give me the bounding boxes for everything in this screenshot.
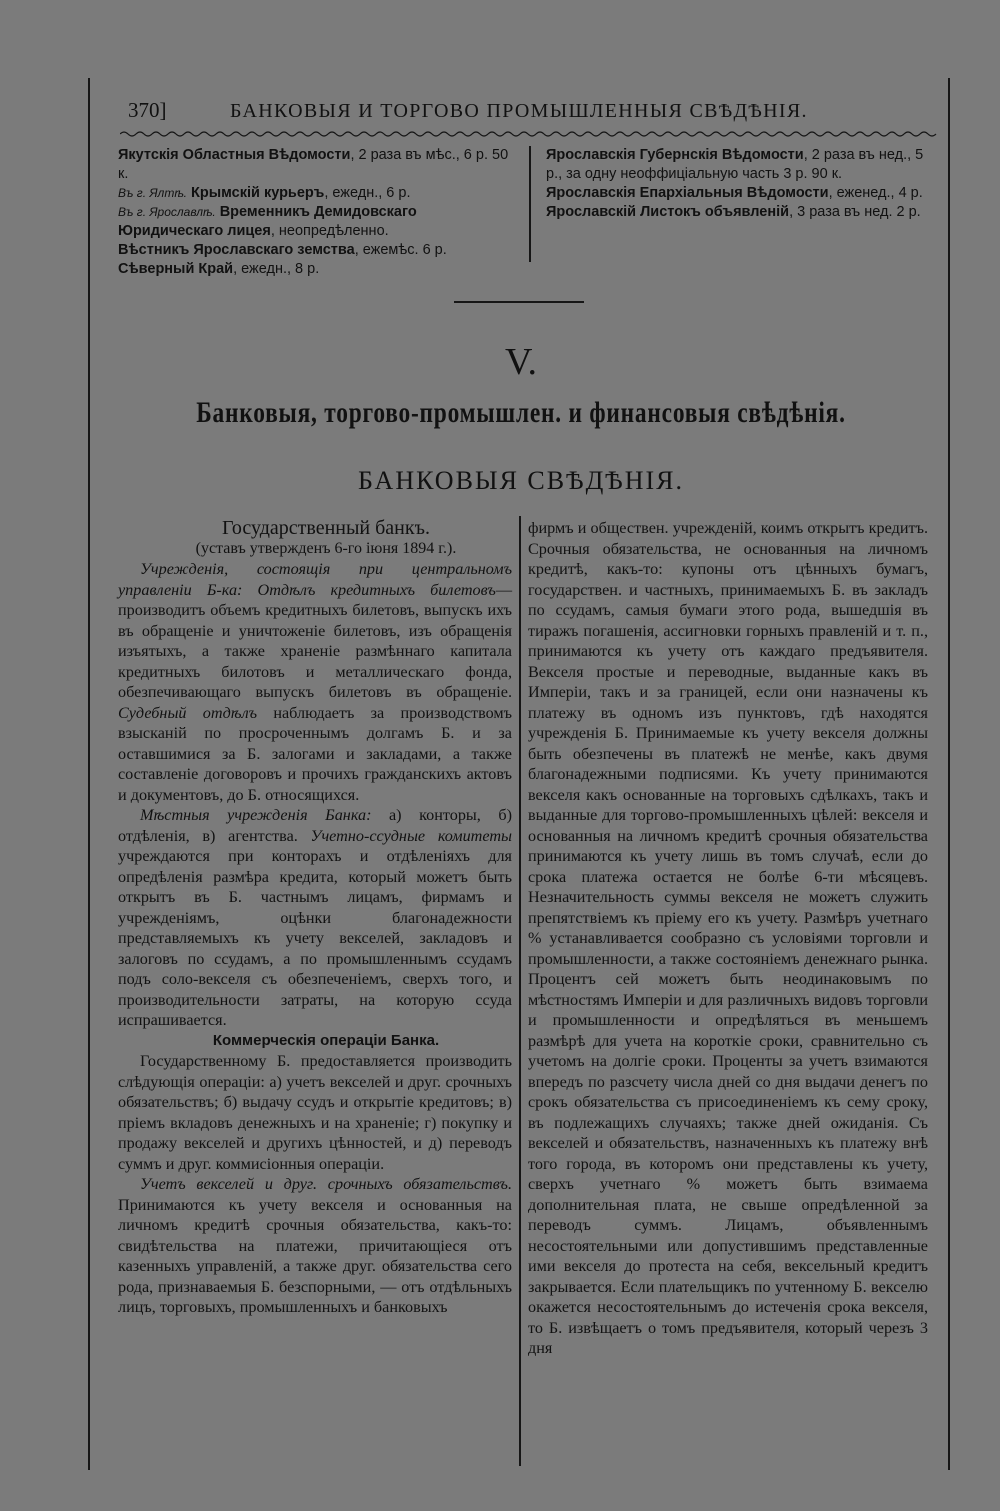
newspaper-listings [118, 146, 940, 336]
book-page [88, 78, 950, 1470]
listing-item: Ярославскій Листокъ объявленій, 3 раза въ нед. 2 р. [546, 204, 921, 220]
paragraph: Государственному Б. предоставляется производить слѣдующія операціи: а) учетъ векселей и друг. срочныхъ обязательствъ; б) выдачу ссудъ и открытіе кредитовъ; в) пріемъ вкладовъ денежныхъ и на храненіе; г) покупку и продажу векселей и другихъ цѣнностей, и д) переводъ суммъ и друг. коммисіонныя операціи. [118, 1052, 512, 1173]
listing-item: Ярославскія Епархіальныя Вѣдомости, еженед., 4 р. [546, 185, 923, 201]
listing-item: Якутскія Областныя Вѣдомости, 2 раза въ мѣс., 6 р. 50 к. [118, 147, 509, 182]
right-text-column [528, 518, 928, 1359]
listing-item: Въ г. Ялтѣ. Крымскій курьеръ, ежедн., 6 р. [118, 185, 411, 201]
listing-item: Въ г. Ярославлѣ. Временникъ Демидовскаго Юридическаго лицея, неопредѣленно. [118, 204, 417, 239]
section-title: Банковыя, торгово-промышлен. и финансовыя свѣдѣнія. [196, 396, 846, 429]
column-subheading: (уставъ утвержденъ 6-го іюня 1894 г.). [195, 539, 457, 557]
listings-left-column [118, 146, 513, 279]
listing-item: Вѣстникъ Ярославскаго земства, ежемѣс. 6 р. [118, 242, 447, 258]
running-title: БАНКОВЫЯ И ТОРГОВО ПРОМЫШЛЕННЫЯ СВѢДѢНІЯ. [230, 100, 808, 122]
paragraph: Учетъ векселей и друг. срочныхъ обязательствъ. Принимаются къ учету векселя и основанныя на личномъ кредитѣ срочныя обязательства, какъ-то: свидѣтельства на платежи, причитающіеся отъ казенныхъ управленій, а также друг. обязательства сего рода, признаваемыя Б. безспорными, — отъ отдѣльныхъ лицъ, торговыхъ, промышленныхъ и банковыхъ [118, 1175, 512, 1316]
column-heading-2: Коммерческія операціи Банка. [212, 1031, 440, 1049]
page-header [128, 92, 928, 132]
paragraph: Мѣстныя учрежденія Банка: а) конторы, б) отдѣленія, в) агентства. Учетно-ссудные комитеты учреждаются при конторахъ и отдѣленіяхъ для опредѣленія размѣра кредита, который можетъ быть открытъ въ Б. частнымъ лицамъ, фирмамъ и учрежденіямъ, оцѣнки благонадежности представляемыхъ къ учету векселей, закладовъ и залоговъ по ссудамъ, а по промышленнымъ ссудамъ подъ соло-векселя съ обезпеченіемъ, сверхъ того, и производительности затраты, на которую ссуда испрашивается. [118, 806, 512, 1029]
column-heading: Государственный банкъ. [222, 517, 430, 539]
section-separator [454, 301, 584, 303]
paragraph: фирмъ и обществен. учрежденій, коимъ открытъ кредитъ. Срочныя обязательства, не основанныя на личномъ кредитѣ, какъ-то: купоны отъ цѣнныхъ бумагъ, государствен. и частныхъ, принимаемыхъ Б. въ закладъ по ссудамъ, самыя бумаги этого рода, вышедшія въ тиражъ погашенія, ассигновки горныхъ правленій и т. п., принимаются къ учету отъ каждаго предъявителя. Векселя простые и переводные, выданные какъ въ Имперіи, такъ и за границей, если они назначены къ платежу въ одномъ изъ пунктовъ, гдѣ находятся учрежденія Б. Принимаемые къ учету векселя должны быть обезпечены въ платежѣ не менѣе, какъ двумя благонадежными подписями. Къ учету принимаются векселя какъ основанные на торговыхъ сдѣлкахъ, такъ и выданные для торгово-промышленныхъ цѣлей: векселя и основанныя на личномъ кредитѣ срочныя обязательства принимаются къ учету лишь въ томъ случаѣ, если до срока платежа остается не болѣе 6-ти мѣсяцевъ. Незначительность суммы векселя не можетъ служить препятствіемъ къ пріему его къ учету. Размѣръ учетнаго % устанавливается сообразно съ условіями торговли и промышленности, а также состояніемъ денежнаго рынка. Процентъ сей можетъ быть неодинаковымъ по мѣстностямъ Имперіи и для различныхъ видовъ торговли и промышленности и опредѣляться въ меньшемъ размѣрѣ для учета на короткіе сроки, сравнительно съ учетомъ на долгіе сроки. Проценты за учетъ взимаются впередъ по разсчету числа дней со дня выдачи денегъ по срокъ обязательства съ присоединеніемъ къ сему сроку, въ подлежащихъ случаяхъ; также дней ожиданія. Съ векселей и обязательствъ, назначенныхъ къ платежу внѣ того города, въ которомъ они представлены къ учету, сверхъ учетнаго % можетъ быть взимаема дополнительная плата, не свыше опредѣленной за переводъ суммъ. Лицамъ, объявленнымъ несостоятельными или допустившимъ представленные ими векселя до протеста на себя, вексельный кредитъ закрывается. Если плательщикъ по учтенному Б. векселю окажется несостоятельнымъ до истеченія срока векселя, то Б. извѣщаетъ о томъ предъявителя, который черезъ 3 дня [528, 519, 928, 1357]
section-subtitle: БАНКОВЫЯ СВѢДѢНІЯ. [357, 466, 685, 495]
paragraph: Учрежденія, состоящія при центральномъ управленіи Б-ка: Отдѣлъ кредитныхъ билетовъ—производитъ объемъ кредитныхъ билетовъ, выпускъ ихъ въ обращеніе и уничтоженіе билетовъ, изъ обращенія изъятыхъ, а также храненіе размѣннаго капитала кредитныхъ билотовъ и металлическаго фонда, обезпечивающаго выпускъ билетовъ въ обращеніе. Судебный отдѣлъ наблюдаетъ за производствомъ взысканій по просроченнымъ долгамъ Б. и за оставшимися за Б. залогами и закладами, а также составленіе договоровъ и прочихъ гражданскихъ актовъ и документовъ, до Б. относящихся. [118, 560, 513, 804]
wavy-rule [120, 130, 940, 138]
column-divider [519, 516, 521, 1466]
listing-item: Ярославскія Губернскія Вѣдомости, 2 раза въ нед., 5 р., за одну неоффиціальную часть 3 р. 90 к. [546, 147, 924, 182]
listings-divider [529, 146, 531, 262]
left-text-column [118, 518, 512, 1318]
listings-right-column [546, 146, 938, 222]
listing-item: Сѣверный Край, ежедн., 8 р. [118, 261, 320, 277]
page-number: 370] [128, 98, 167, 122]
section-number: V. [504, 341, 538, 383]
